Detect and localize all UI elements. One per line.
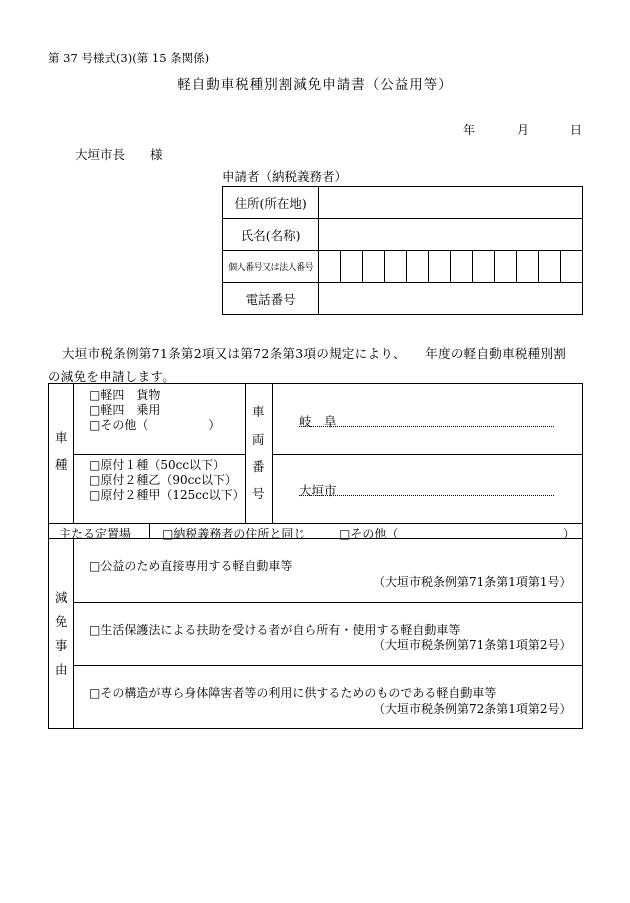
plate-label-char: 号 — [252, 486, 265, 501]
month-label: 月 — [517, 123, 530, 137]
plate-region-gifu: 岐 阜 — [299, 414, 337, 429]
phone-label: 電話番号 — [223, 283, 319, 315]
option-moped-2b[interactable]: □原付２種乙（90cc以下） — [89, 473, 238, 487]
statement-line-1: 大垣市税条例第71条第2項又は第72条第3項の規定により、 年度の軽自動車税種別割 — [62, 346, 567, 361]
reason-ref: （大垣市税条例第71条第1項第2号） — [373, 638, 572, 652]
storage-option-other[interactable]: □その他（ — [339, 527, 399, 541]
plate-label-char: 車 — [252, 404, 265, 419]
id-number-digit[interactable] — [319, 251, 341, 283]
form-number: 第 37 号様式(3)(第 15 条関係) — [48, 51, 210, 65]
reason-label-char: 事 — [55, 638, 68, 653]
reason-public-use[interactable]: □公益のため直接専用する軽自動車等 — [89, 559, 293, 573]
applicant-table — [222, 186, 583, 315]
storage-option-other-close: ） — [563, 527, 576, 541]
plate-label-char: 番 — [252, 459, 265, 474]
reason-label-char: 減 — [55, 590, 68, 605]
reason-ref: （大垣市税条例第71条第1項第1号） — [373, 575, 572, 589]
id-number-digit[interactable] — [495, 251, 517, 283]
reason-public-assistance[interactable]: □生活保護法による扶助を受ける者が自ら所有・使用する軽自動車等 — [89, 623, 461, 637]
id-number-digit[interactable] — [407, 251, 429, 283]
reason-ref: （大垣市税条例第72条第1項第2号） — [373, 702, 572, 716]
id-number-digit[interactable] — [429, 251, 451, 283]
storage-label: 主たる定置場 — [59, 527, 132, 541]
option-kei4-passenger[interactable]: □軽四 乗用 — [89, 403, 161, 417]
applicant-heading: 申請者（納税義務者） — [222, 169, 348, 184]
plate-input-line-1[interactable] — [299, 426, 554, 427]
day-label: 日 — [570, 123, 583, 137]
id-number-digit[interactable] — [341, 251, 363, 283]
id-number-digit[interactable] — [516, 251, 538, 283]
plate-region-ogaki: 大垣市 — [299, 483, 337, 498]
option-moped-1[interactable]: □原付１種（50cc以下） — [89, 458, 226, 472]
phone-field[interactable] — [319, 283, 583, 315]
name-label: 氏名(名称) — [223, 219, 319, 251]
option-other-vehicle[interactable]: □その他（ ） — [89, 418, 221, 432]
plate-input-line-2[interactable] — [299, 495, 554, 496]
reason-label-char: 免 — [55, 614, 68, 629]
storage-option-same[interactable]: □納税義務者の住所と同じ — [162, 527, 306, 541]
application-table — [48, 383, 583, 729]
id-number-digit[interactable] — [473, 251, 495, 283]
id-number-digit[interactable] — [451, 251, 473, 283]
address-field[interactable] — [319, 187, 583, 219]
id-number-digit[interactable] — [363, 251, 385, 283]
page-title: 軽自動車税種別割減免申請書（公益用等） — [177, 77, 453, 93]
addressee: 大垣市長 様 — [75, 147, 163, 162]
id-number-digit[interactable] — [538, 251, 560, 283]
vehicle-type-label-2: 種 — [55, 457, 68, 472]
id-number-digit[interactable] — [560, 251, 582, 283]
id-number-label: 個人番号又は法人番号 — [223, 251, 319, 283]
reason-disability[interactable]: □その構造が専ら身体障害者等の利用に供するためのものである軽自動車等 — [89, 686, 497, 700]
reason-label-char: 由 — [55, 662, 68, 677]
plate-label-char: 両 — [252, 432, 265, 447]
address-label: 住所(所在地) — [223, 187, 319, 219]
name-field[interactable] — [319, 219, 583, 251]
option-moped-2a[interactable]: □原付２種甲（125cc以下） — [89, 488, 245, 502]
option-kei4-cargo[interactable]: □軽四 貨物 — [89, 388, 161, 402]
vehicle-type-label-1: 車 — [55, 430, 68, 445]
year-label: 年 — [463, 123, 476, 137]
statement-line-2: の減免を申請します。 — [48, 369, 176, 384]
id-number-digit[interactable] — [385, 251, 407, 283]
